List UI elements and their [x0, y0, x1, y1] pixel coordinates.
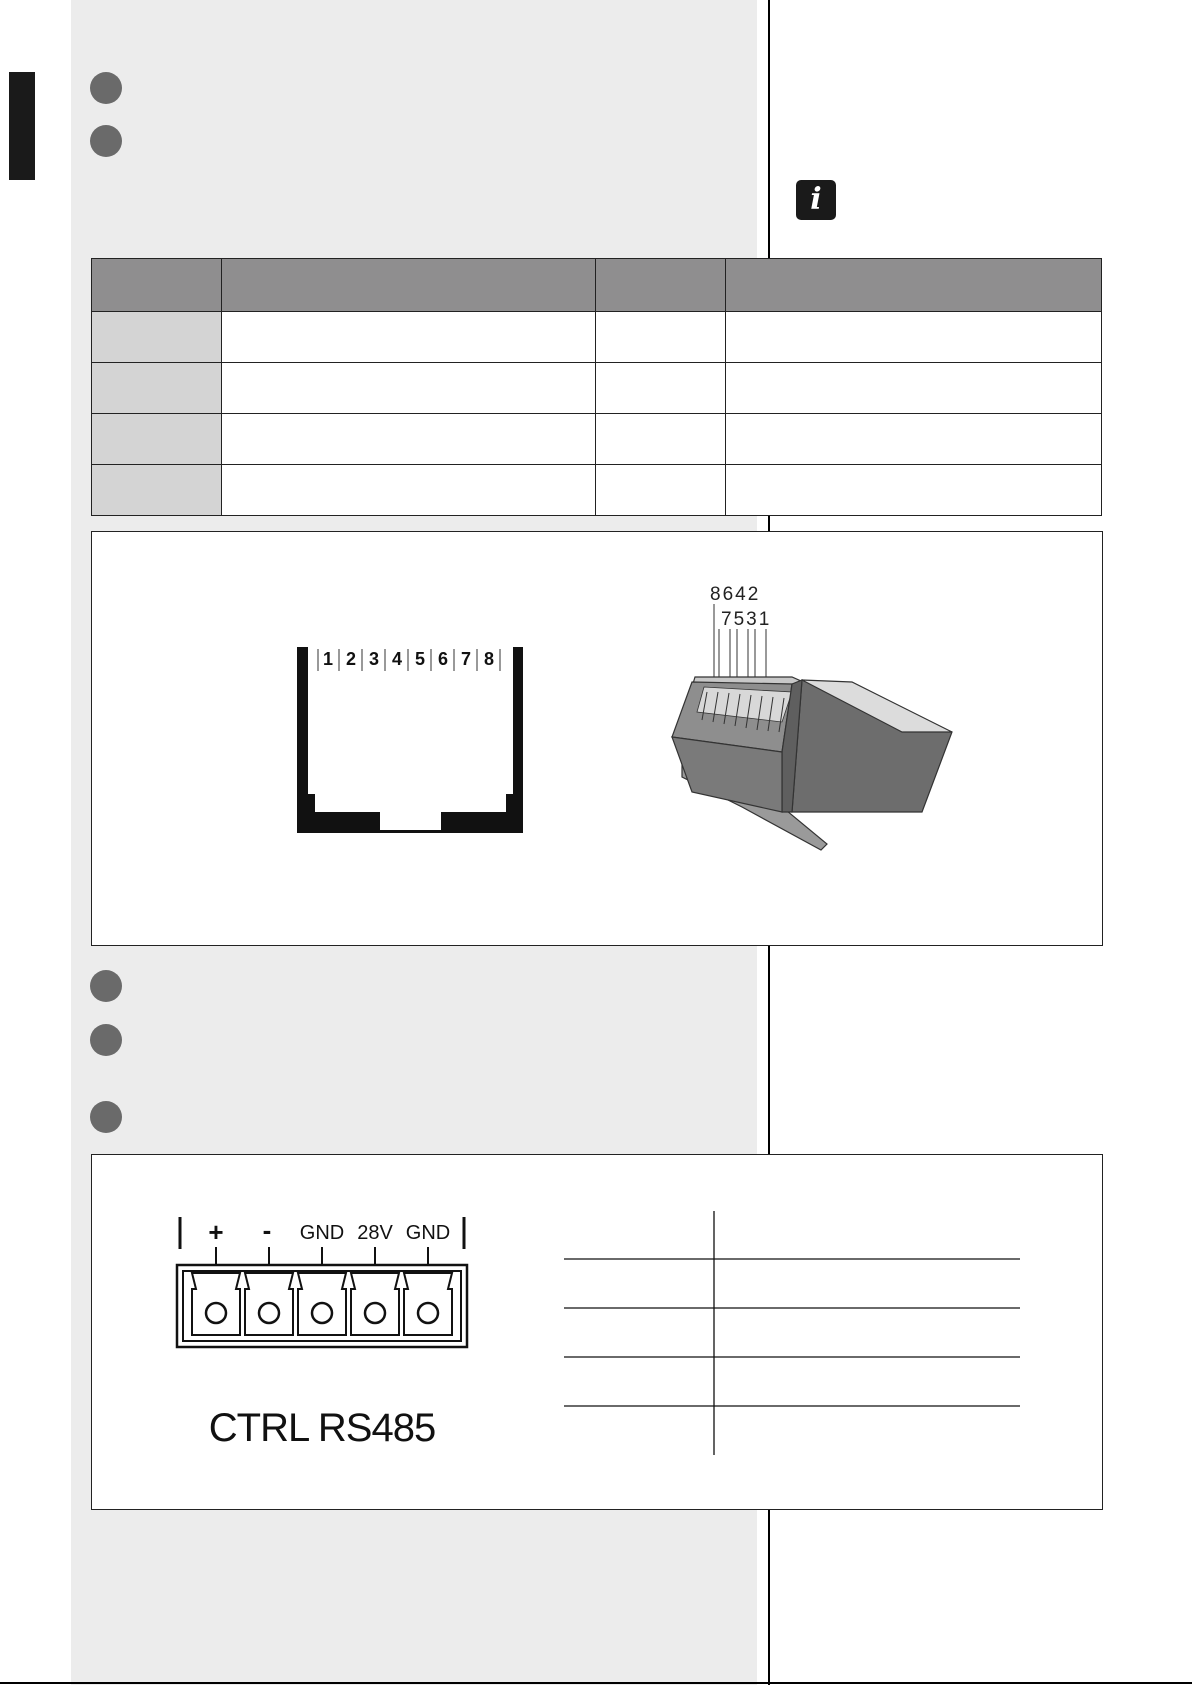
pin-assignment-table	[91, 258, 1102, 516]
terminal-pin-label-gnd-2: GND	[405, 1222, 451, 1244]
socket-pin-label: 4	[391, 649, 403, 669]
terminal-pin-label-gnd: GND	[299, 1222, 345, 1244]
socket-pin-label: 2	[345, 649, 357, 669]
terminal-pin-label-minus: -	[262, 1215, 272, 1245]
step-bullet-1	[90, 72, 122, 104]
language-tab-marker	[9, 72, 35, 180]
info-icon: i	[796, 180, 836, 220]
rs485-assignment-grid	[564, 1211, 1020, 1455]
socket-pin-label: 3	[368, 649, 380, 669]
table-row	[92, 363, 1102, 414]
plug-bottom-row-label: 7531	[721, 609, 772, 630]
socket-pin-label: 7	[460, 649, 472, 669]
rs485-diagram	[92, 1155, 1102, 1509]
terminal-pin-label-plus: +	[208, 1217, 224, 1247]
socket-pin-label: 6	[437, 649, 449, 669]
rj45-diagram-box	[91, 531, 1103, 946]
socket-pin-label: 1	[322, 649, 334, 669]
table-row	[92, 465, 1102, 516]
connector-name-label: CTRL RS485	[208, 1406, 436, 1450]
step-bullet-2	[90, 125, 122, 157]
step-bullet-4	[90, 1024, 122, 1056]
rj45-plug-illustration	[672, 584, 952, 850]
step-bullet-5	[90, 1101, 122, 1133]
step-bullet-3	[90, 970, 122, 1002]
table-header-row	[92, 259, 1102, 312]
rj45-socket-diagram	[297, 647, 523, 833]
table-row	[92, 312, 1102, 363]
socket-pin-label: 5	[414, 649, 426, 669]
table-row	[92, 414, 1102, 465]
rs485-terminal-block	[177, 1215, 467, 1450]
rj45-diagram	[92, 532, 1102, 945]
rs485-connector-box	[91, 1154, 1103, 1510]
terminal-pin-label-28v: 28V	[357, 1222, 393, 1244]
plug-top-row-label: 8642	[710, 584, 761, 605]
socket-pin-label: 8	[483, 649, 495, 669]
footer-rule	[0, 1682, 1192, 1684]
